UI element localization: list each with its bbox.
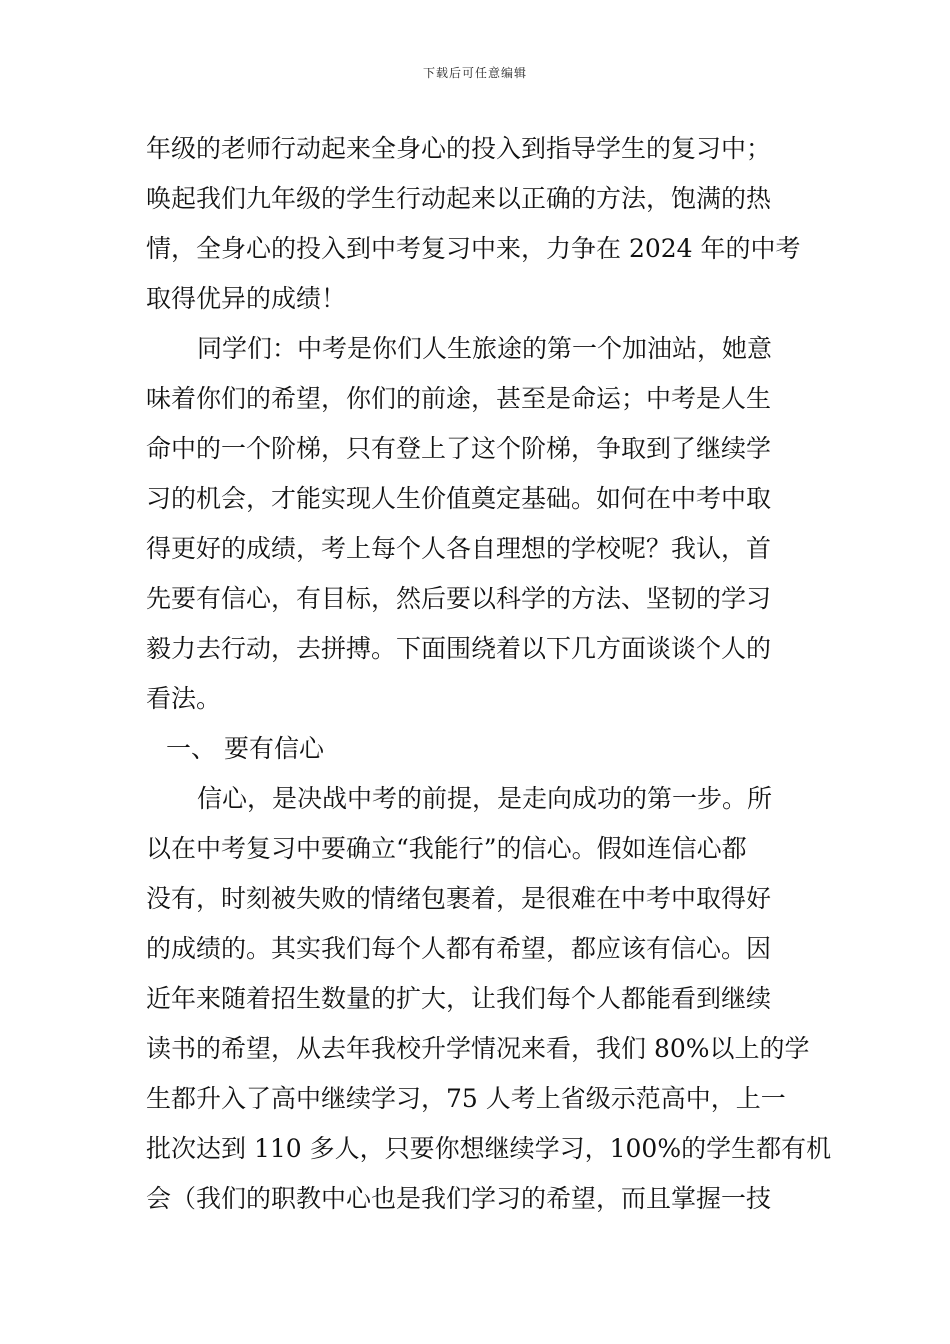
- body-line: 没有，时刻被失败的情绪包裹着，是很难在中考中取得好: [146, 884, 772, 913]
- body-line: 先要有信心，有目标，然后要以科学的方法、坚韧的学习: [146, 584, 772, 613]
- body-line: 年级的老师行动起来全身心的投入到指导学生的复习中；: [146, 134, 772, 163]
- body-line: 读书的希望，从去年我校升学情况来看，我们 80%以上的学: [146, 1034, 810, 1063]
- body-line: 近年来随着招生数量的扩大，让我们每个人都能看到继续: [146, 984, 772, 1013]
- section-heading: 一、 要有信心: [166, 734, 324, 763]
- paragraph-first-line: 同学们：中考是你们人生旅途的第一个加油站，她意: [197, 334, 773, 363]
- body-line: 生都升入了高中继续学习，75 人考上省级示范高中，上一: [146, 1084, 786, 1113]
- body-line: 味着你们的希望，你们的前途，甚至是命运；中考是人生: [146, 384, 772, 413]
- page-header: 下载后可任意编辑: [422, 66, 527, 80]
- body-line: 情，全身心的投入到中考复习中来，力争在 2024 年的中考: [146, 234, 801, 263]
- body-line: 以在中考复习中要确立“我能行”的信心。假如连信心都: [146, 834, 747, 863]
- body-line: 毅力去行动，去拼搏。下面围绕着以下几方面谈谈个人的: [146, 634, 772, 663]
- body-line: 会（我们的职教中心也是我们学习的希望，而且掌握一技: [146, 1184, 772, 1213]
- body-line: 批次达到 110 多人，只要你想继续学习，100%的学生都有机: [146, 1134, 832, 1163]
- body-line: 取得优异的成绩！: [146, 284, 347, 313]
- paragraph-first-line: 信心，是决战中考的前提，是走向成功的第一步。所: [197, 784, 773, 813]
- body-line: 习的机会，才能实现人生价值奠定基础。如何在中考中取: [146, 484, 772, 513]
- body-line: 看法。: [146, 684, 222, 713]
- body-line: 唤起我们九年级的学生行动起来以正确的方法，饱满的热: [146, 184, 772, 213]
- body-line: 得更好的成绩，考上每个人各自理想的学校呢？我认，首: [146, 534, 772, 563]
- body-line: 命中的一个阶梯，只有登上了这个阶梯，争取到了继续学: [146, 434, 772, 463]
- body-line: 的成绩的。其实我们每个人都有希望，都应该有信心。因: [146, 934, 772, 963]
